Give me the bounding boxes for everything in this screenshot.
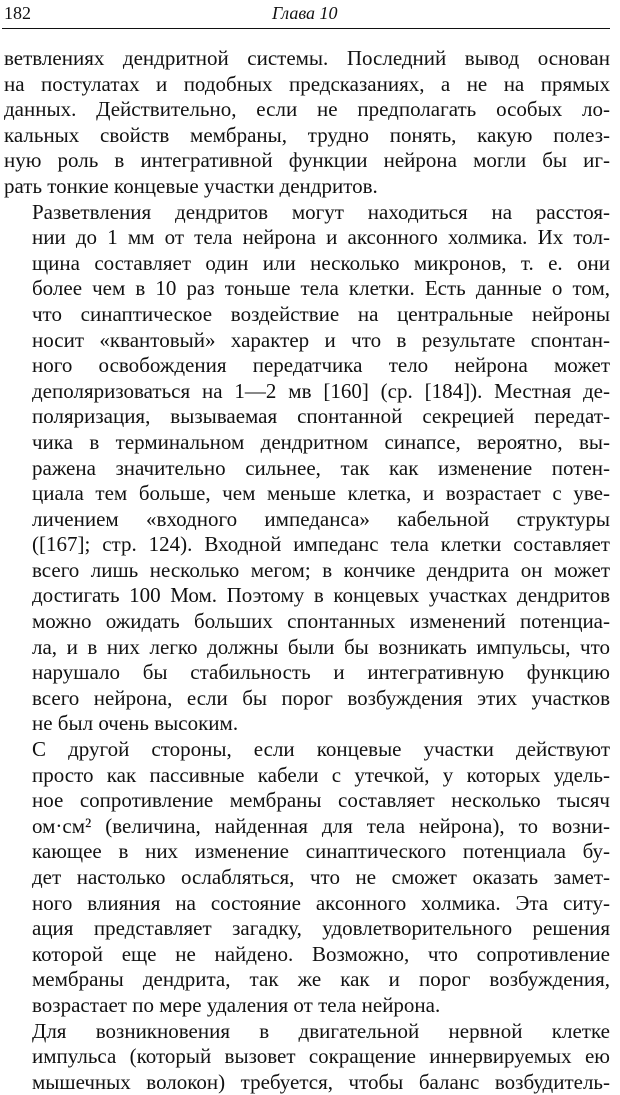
page-number: 182 (4, 3, 31, 23)
text-line: мембраны дендрита, так же как и порог возбуждения, (32, 967, 610, 992)
text-line: ом·см² (величина, найденная для тела нейрона), то возни- (32, 813, 610, 838)
text-line: что синаптическое воздействие на центральные нейроны (32, 301, 610, 326)
body-text (4, 46, 610, 1095)
paragraph (4, 200, 610, 737)
text-line: не был очень высоким. (32, 711, 239, 736)
header-rule (2, 28, 610, 29)
text-line: чика в терминальном дендритном синапсе, вероятно, вы- (32, 429, 610, 454)
running-head (4, 2, 610, 26)
text-line: нии до 1 мм от тела нейрона и аксонного холмика. Их тол- (32, 225, 610, 250)
text-line: ного освобождения передатчика тело нейрона может (32, 353, 610, 378)
text-line: кающее в них изменение синаптического потенциала бу- (32, 839, 610, 864)
text-line: данных. Действительно, если не предполагать особых ло- (4, 97, 610, 122)
text-line: возрастает по мере удаления от тела нейрона. (32, 992, 441, 1017)
text-line: поляризация, вызываемая спонтанной секрецией передат- (32, 404, 610, 429)
text-line: ([167]; стр. 124). Входной импеданс тела клетки составляет (32, 532, 610, 557)
text-line: ную роль в интегративной функции нейрона могли бы иг- (4, 148, 610, 173)
text-line: мышечных волокон) требуется, чтобы баланс возбудитель- (32, 1069, 610, 1094)
text-line: достигать 100 Мом. Поэтому в концевых участках дендритов (32, 583, 610, 608)
text-line: ного влияния на состояние аксонного холмика. Эта ситу- (32, 890, 610, 915)
paragraph (4, 737, 610, 1019)
text-line: более чем в 10 раз тоньше тела клетки. Есть данные о том, (32, 276, 610, 301)
text-line: можно ожидать больших спонтанных изменений потенциа- (32, 609, 610, 634)
text-line: рать тонкие концевые участки дендритов. (4, 173, 378, 198)
paragraph (4, 1019, 610, 1095)
text-line: ла, и в них легко должны были бы возникать импульсы, что (32, 634, 610, 659)
text-line: просто как пассивные кабели с утечкой, у которых удель- (32, 762, 610, 787)
text-line: ветвлениях дендритной системы. Последний вывод основан (4, 46, 610, 70)
chapter-title: Глава 10 (272, 3, 338, 23)
text-line: носит «квантовый» характер и что в результате спонтан- (32, 327, 610, 352)
text-line: Для возникновения в двигательной нервной клетке (32, 1018, 610, 1043)
text-line: Разветвления дендритов могут находиться на расстоя- (32, 199, 610, 224)
text-line: кальных свойств мембраны, трудно понять, какую полез- (4, 122, 610, 147)
text-line: которой еще не найдено. Возможно, что сопротивление (32, 941, 610, 966)
text-line: на постулатах и подобных предсказаниях, а не на прямых (4, 71, 610, 96)
text-line: импульса (который вызовет сокращение иннервируемых ею (32, 1044, 610, 1069)
text-line: ация представляет загадку, удовлетворительного решения (32, 916, 610, 941)
text-line: деполяризоваться на 1—2 мв [160] (ср. [184]). Местная де- (32, 378, 610, 403)
text-line: нарушало бы стабильность и интегративную функцию (32, 660, 610, 685)
text-line: щина составляет один или несколько микронов, т. е. они (32, 250, 610, 275)
text-line: личением «входного импеданса» кабельной структуры (32, 506, 610, 531)
text-line: ражена значительно сильнее, так как изменение потен- (32, 455, 610, 480)
text-line: дет настолько ослабляться, что не сможет оказать замет- (32, 865, 610, 889)
text-line: ное сопротивление мембраны составляет несколько тысяч (32, 788, 610, 813)
text-line: всего лишь несколько мегом; в кончике дендрита он может (32, 557, 610, 582)
paragraph (4, 46, 610, 200)
text-line: С другой стороны, если концевые участки действуют (32, 737, 610, 762)
text-line: всего нейрона, если бы порог возбуждения этих участков (32, 685, 610, 710)
text-line: циала тем больше, чем меньше клетка, и возрастает с уве- (32, 481, 610, 506)
